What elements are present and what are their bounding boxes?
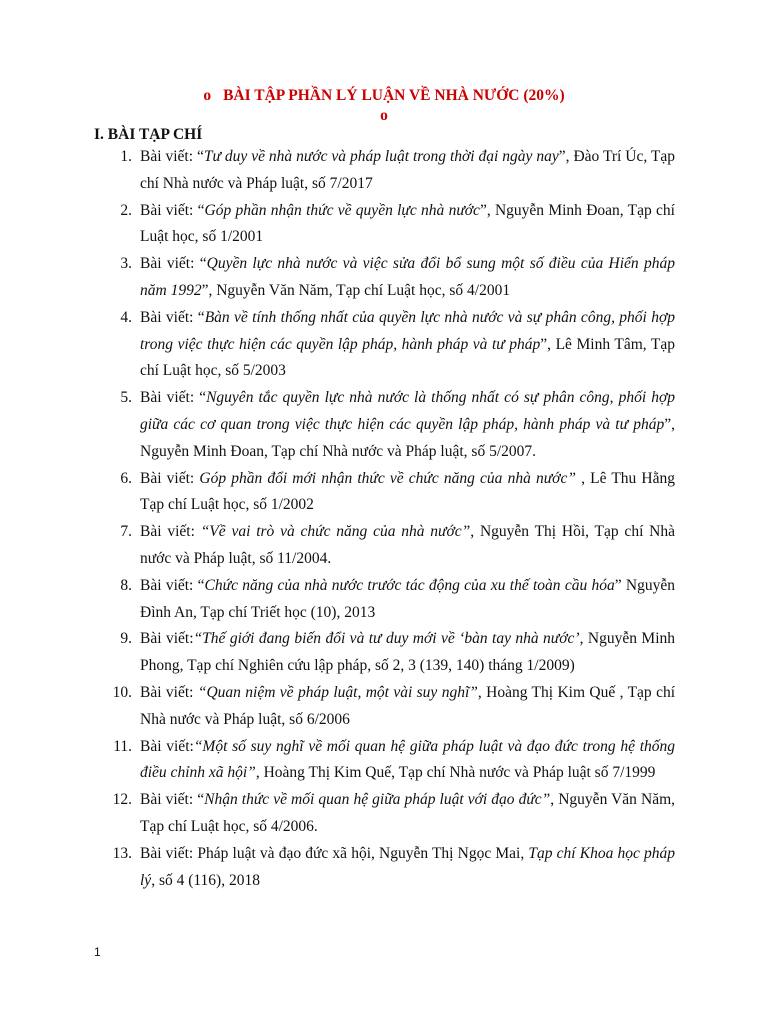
article-title: Nhận thức về mối quan hệ giữa pháp luật với đạo đức” (204, 791, 551, 809)
item-text: Bài viết: “Tư duy về nhà nước và pháp luật trong thời đại ngày nay”, Đào Trí Úc, Tạp chí Nhà nước và Pháp luật, số 7/2017 (140, 148, 675, 192)
list-item (94, 573, 675, 627)
item-number: 2. (120, 201, 132, 219)
list-item (94, 734, 675, 788)
list-item (94, 787, 675, 841)
list-item (94, 519, 675, 573)
item-text: Bài viết: “Nhận thức về mối quan hệ giữa pháp luật với đạo đức”, Nguyễn Văn Năm, Tạp chí Luật học, số 4/2006. (140, 791, 676, 835)
list-item (94, 626, 675, 680)
item-text: Bài viết: “Nguyên tắc quyền lực nhà nước là thống nhất có sự phân công, phối hợp giữa các cơ quan trong việc thực hiện các quyền lập pháp, hành pháp và tư pháp”, Nguyễn Minh Đoan, Tạp chí Nhà nước và Pháp luật, số 5/2007. (140, 389, 675, 460)
title-bullet-secondary: o (380, 107, 388, 124)
list-item (94, 251, 675, 305)
item-number: 5. (120, 389, 132, 407)
item-text: Bài viết:“Một số suy nghĩ về mối quan hệ giữa pháp luật và đạo đức trong hệ thống điều chỉnh xã hội”, Hoàng Thị Kim Quế, Tạp chí Nhà nước và Pháp luật số 7/1999 (140, 737, 676, 782)
article-title: “Thế giới đang biến đổi và tư duy mới về ‘bàn tay nhà nước’ (193, 630, 580, 648)
article-title: “Một số suy nghĩ về mối quan hệ giữa pháp luật và đạo đức trong hệ thống điều chỉnh xã hội” (140, 737, 676, 782)
item-text: Bài viết: “Chức năng của nhà nước trước tác động của xu thế toàn cầu hóa” Nguyễn Đình An, Tạp chí Triết học (10), 2013 (140, 576, 676, 621)
item-number: 8. (120, 576, 132, 594)
item-number: 4. (120, 308, 132, 326)
list-item (94, 144, 675, 198)
list-item (94, 385, 675, 465)
title-text: BÀI TẬP PHẦN LÝ LUẬN VỀ NHÀ NƯỚC (20%) (223, 87, 565, 104)
list-item (94, 305, 675, 385)
document-title (0, 86, 768, 106)
item-text: Bài viết: Pháp luật và đạo đức xã hội, Nguyễn Thị Ngọc Mai, Tạp chí Khoa học pháp lý, số 4 (116), 2018 (140, 844, 676, 889)
item-number: 9. (120, 630, 132, 648)
reference-list (94, 144, 675, 894)
list-item (94, 466, 675, 520)
item-number: 6. (120, 469, 132, 487)
journal-name: Tạp chí Khoa học pháp lý (140, 844, 676, 889)
item-number: 7. (120, 523, 132, 541)
item-number: 12. (112, 791, 132, 809)
item-text: Bài viết: “Góp phần nhận thức về quyền lực nhà nước”, Nguyễn Minh Đoan, Tạp chí Luật học, số 1/2001 (140, 201, 675, 246)
page-number: 1 (94, 945, 101, 959)
article-title: “Về vai trò và chức năng của nhà nước” (200, 523, 471, 541)
item-number: 10. (112, 683, 132, 701)
title-bullet: o (203, 87, 212, 104)
list-item (94, 198, 675, 252)
article-title: Tư duy về nhà nước và pháp luật trong thời đại ngày nay (203, 148, 559, 165)
item-text: Bài viết: “Bàn về tính thống nhất của quyền lực nhà nước và sự phân công, phối hợp trong việc thực hiện các quyền lập pháp, hành pháp và tư pháp”, Lê Minh Tâm, Tạp chí Luật học, số 5/2003 (140, 308, 676, 380)
article-title: Nguyên tắc quyền lực nhà nước là thống nhất có sự phân công, phối hợp giữa các cơ quan trong việc thực hiện các quyền lập pháp, hành pháp và tư pháp (140, 389, 675, 433)
list-item (94, 680, 675, 734)
item-text: Bài viết: “Quyền lực nhà nước và việc sửa đổi bổ sung một số điều của Hiến pháp năm 1992”, Nguyễn Văn Năm, Tạp chí Luật học, số 4/2001 (140, 255, 676, 299)
section-heading: I. BÀI TẠP CHÍ (94, 126, 203, 143)
item-text: Bài viết:“Thế giới đang biến đổi và tư duy mới về ‘bàn tay nhà nước’, Nguyễn Minh Phong, Tạp chí Nghiên cứu lập pháp, số 2, 3 (139, 140) tháng 1/2009) (140, 630, 675, 675)
item-number: 3. (120, 255, 132, 273)
article-title: Quyền lực nhà nước và việc sửa đổi bổ sung một số điều của Hiến pháp năm 1992 (140, 255, 676, 299)
item-text: Bài viết: “Quan niệm về pháp luật, một vài suy nghĩ”, Hoàng Thị Kim Quế , Tạp chí Nhà nước và Pháp luật, số 6/2006 (140, 683, 676, 728)
item-number: 1. (120, 148, 132, 165)
list-item (94, 841, 675, 895)
article-title: Chức năng của nhà nước trước tác động của xu thế toàn cầu hóa (204, 576, 615, 594)
item-number: 13. (112, 844, 132, 862)
item-number: 11. (113, 737, 132, 755)
item-text: Bài viết: “Về vai trò và chức năng của nhà nước”, Nguyễn Thị Hồi, Tạp chí Nhà nước và Pháp luật, số 11/2004. (140, 523, 675, 567)
article-title: Góp phần nhận thức về quyền lực nhà nước (204, 201, 480, 219)
article-title: “Quan niệm về pháp luật, một vài suy nghĩ” (197, 683, 478, 701)
article-title: Góp phần đổi mới nhận thức về chức năng của nhà nước” (199, 469, 582, 487)
article-title: Bàn về tính thống nhất của quyền lực nhà nước và sự phân công, phối hợp trong việc thực hiện các quyền lập pháp, hành pháp và tư pháp (140, 308, 676, 353)
item-text: Bài viết: Góp phần đổi mới nhận thức về chức năng của nhà nước” , Lê Thu Hằng Tạp chí Luật học, số 1/2002 (140, 469, 676, 514)
